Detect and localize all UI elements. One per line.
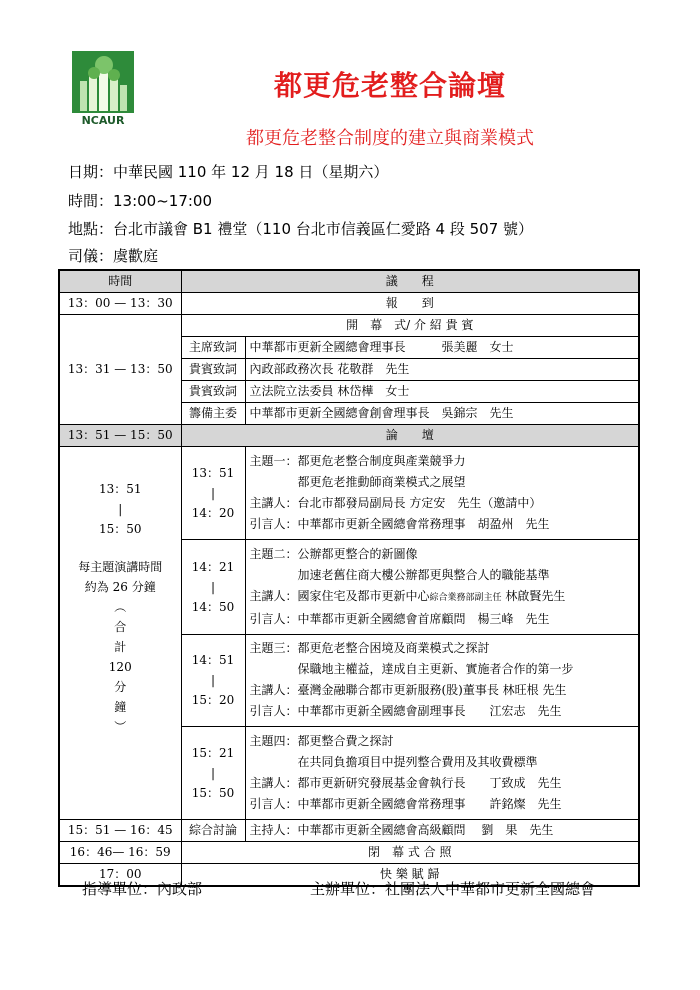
- info-host: 司儀：虞歡庭: [68, 247, 159, 265]
- discussion-role: 綜合討論: [181, 820, 245, 842]
- topic-line: [250, 586, 635, 609]
- topic-start: 14：21: [191, 559, 235, 574]
- topic-line: 引言人：中華都市更新全國總會常務理事 胡盈州 先生: [249, 516, 550, 531]
- table-header-row: [59, 270, 639, 293]
- topic-start: 15：21: [191, 746, 235, 761]
- photo-label: 閉 幕 式 合 照: [181, 842, 639, 864]
- forum-total-char: 分: [114, 680, 127, 694]
- forum-time: 13：51 — 15：50: [59, 425, 181, 447]
- info-date: 日期：中華民國 110 年 12 月 18 日（星期六）: [68, 163, 389, 181]
- topic-sep: |: [210, 485, 216, 500]
- topic-line: 主題三：都更危老整合困境及商業模式之探討: [249, 641, 490, 656]
- opening-text: 中華都市更新全國總會創會理事長 吳錦宗 先生: [245, 403, 639, 425]
- topic-end: 14：20: [191, 505, 235, 520]
- table-row: [59, 425, 639, 447]
- topic-sep: |: [210, 579, 216, 594]
- discussion-text: 主持人：中華都市更新全國總會高級顧問 劉 果 先生: [245, 820, 639, 842]
- forum-label: 論 壇: [181, 425, 639, 447]
- header-agenda: 議 程: [181, 270, 639, 293]
- page-subtitle: 都更危老整合制度的建立與商業模式: [246, 128, 534, 149]
- topic-sep: |: [210, 673, 216, 688]
- topic-line: 在共同負擔項目中提列整合費用及其收費標準: [249, 755, 538, 770]
- end-label: 快 樂 賦 歸: [181, 864, 639, 887]
- topic-end: 15：20: [191, 693, 235, 708]
- opening-role: 主席致詞: [181, 337, 245, 359]
- end-time: 17：00: [59, 864, 181, 887]
- topic-time-cell: [181, 634, 245, 727]
- topic-start: 13：51: [191, 465, 235, 480]
- opening-role: 籌備主委: [181, 403, 245, 425]
- topic-line-small: 綜合業務部副主任: [429, 592, 502, 603]
- topic-line: 主講人：台北市都發局副局長 方定安 先生（邀請中）: [249, 495, 542, 510]
- topic-end: 15：50: [191, 786, 235, 801]
- topic-line: 加速老舊住商大樓公辦都更與整合人的職能基準: [249, 567, 550, 582]
- reg-time: 13：00 — 13：30: [59, 293, 181, 315]
- header-time: 時間: [59, 270, 181, 293]
- topic-line-tail: 林啟賢先生: [501, 588, 566, 603]
- logo-text: NCAUR: [81, 114, 125, 127]
- forum-total-char: 計: [114, 640, 127, 654]
- table-row: [59, 842, 639, 864]
- forum-total-char: 合: [114, 620, 127, 634]
- topic-time-cell: [181, 727, 245, 820]
- forum-start: 13：51: [98, 482, 142, 496]
- table-row: [59, 820, 639, 842]
- topic-cell: [245, 727, 639, 820]
- forum-note1: 每主題演講時間: [78, 560, 163, 574]
- topic-start: 14：51: [191, 653, 235, 668]
- topic-end: 14：50: [191, 599, 235, 614]
- discussion-time: 15：51 — 16：45: [59, 820, 181, 842]
- topic-line: 主講人：都市更新研究發展基金會執行長 丁致成 先生: [249, 776, 562, 791]
- forum-total-char: 120: [108, 660, 132, 674]
- forum-paren-open: ︵: [114, 600, 127, 614]
- forum-total-char: 鐘: [114, 700, 127, 714]
- table-row: [59, 293, 639, 315]
- opening-text: 中華都市更新全國總會理事長 張美麗 女士: [245, 337, 639, 359]
- opening-label: 開 幕 式/ 介 紹 貴 賓: [181, 315, 639, 337]
- topic-cell: [245, 447, 639, 540]
- topic-cell: [245, 539, 639, 634]
- opening-role: 貴賓致詞: [181, 359, 245, 381]
- topic-cell: [245, 634, 639, 727]
- topic-line: 主題二：公辦都更整合的新圖像: [249, 546, 418, 561]
- footer-guide: 指導單位：內政部: [82, 880, 203, 898]
- opening-time: 13：31 — 13：50: [59, 315, 181, 425]
- topic-line: 引言人：中華都市更新全國總會常務理事 許銘燦 先生: [249, 797, 562, 812]
- footer-organizer: 主辦單位：社團法人中華都市更新全國總會: [310, 880, 596, 898]
- table-row: [59, 315, 639, 337]
- agenda-table: [58, 269, 640, 887]
- forum-left-cell: [59, 447, 181, 820]
- photo-time: 16：46— 16：59: [59, 842, 181, 864]
- forum-paren-close: ︶: [114, 720, 127, 734]
- topic-line: 主講人：臺灣金融聯合都市更新服務(股)董事長 林旺根 先生: [249, 683, 567, 698]
- info-place: 地點：台北市議會 B1 禮堂（110 台北市信義區仁愛路 4 段 507 號）: [68, 220, 534, 238]
- topic-line-main: 主講人：國家住宅及都市更新中心: [249, 588, 430, 603]
- topic-line: 主題一：都更危老整合制度與產業競爭力: [249, 453, 466, 468]
- topic-line: 主題四：都更整合費之探討: [249, 734, 394, 749]
- topic-line: 引言人：中華都市更新全國總會副理事長 江宏志 先生: [249, 704, 562, 719]
- forum-end: 15：50: [98, 522, 142, 536]
- forum-sep: |: [118, 502, 123, 516]
- topic-time-cell: [181, 539, 245, 634]
- table-row: [59, 447, 639, 540]
- page-title: 都更危老整合論壇: [273, 69, 506, 102]
- reg-label: 報 到: [181, 293, 639, 315]
- topic-line: 引言人：中華都市更新全國總會首席顧問 楊三峰 先生: [249, 611, 550, 626]
- opening-text: 立法院立法委員 林岱樺 女士: [245, 381, 639, 403]
- opening-role: 貴賓致詞: [181, 381, 245, 403]
- topic-time-cell: [181, 447, 245, 540]
- opening-text: 內政部政務次長 花敬群 先生: [245, 359, 639, 381]
- topic-line: 都更危老推動師商業模式之展望: [249, 474, 466, 489]
- topic-line: 保職地主權益，達成自主更新、實施者合作的第一步: [249, 662, 574, 677]
- forum-note2: 約為 26 分鐘: [84, 580, 156, 594]
- info-time: 時間：13:00~17:00: [68, 192, 213, 210]
- topic-sep: |: [210, 766, 216, 781]
